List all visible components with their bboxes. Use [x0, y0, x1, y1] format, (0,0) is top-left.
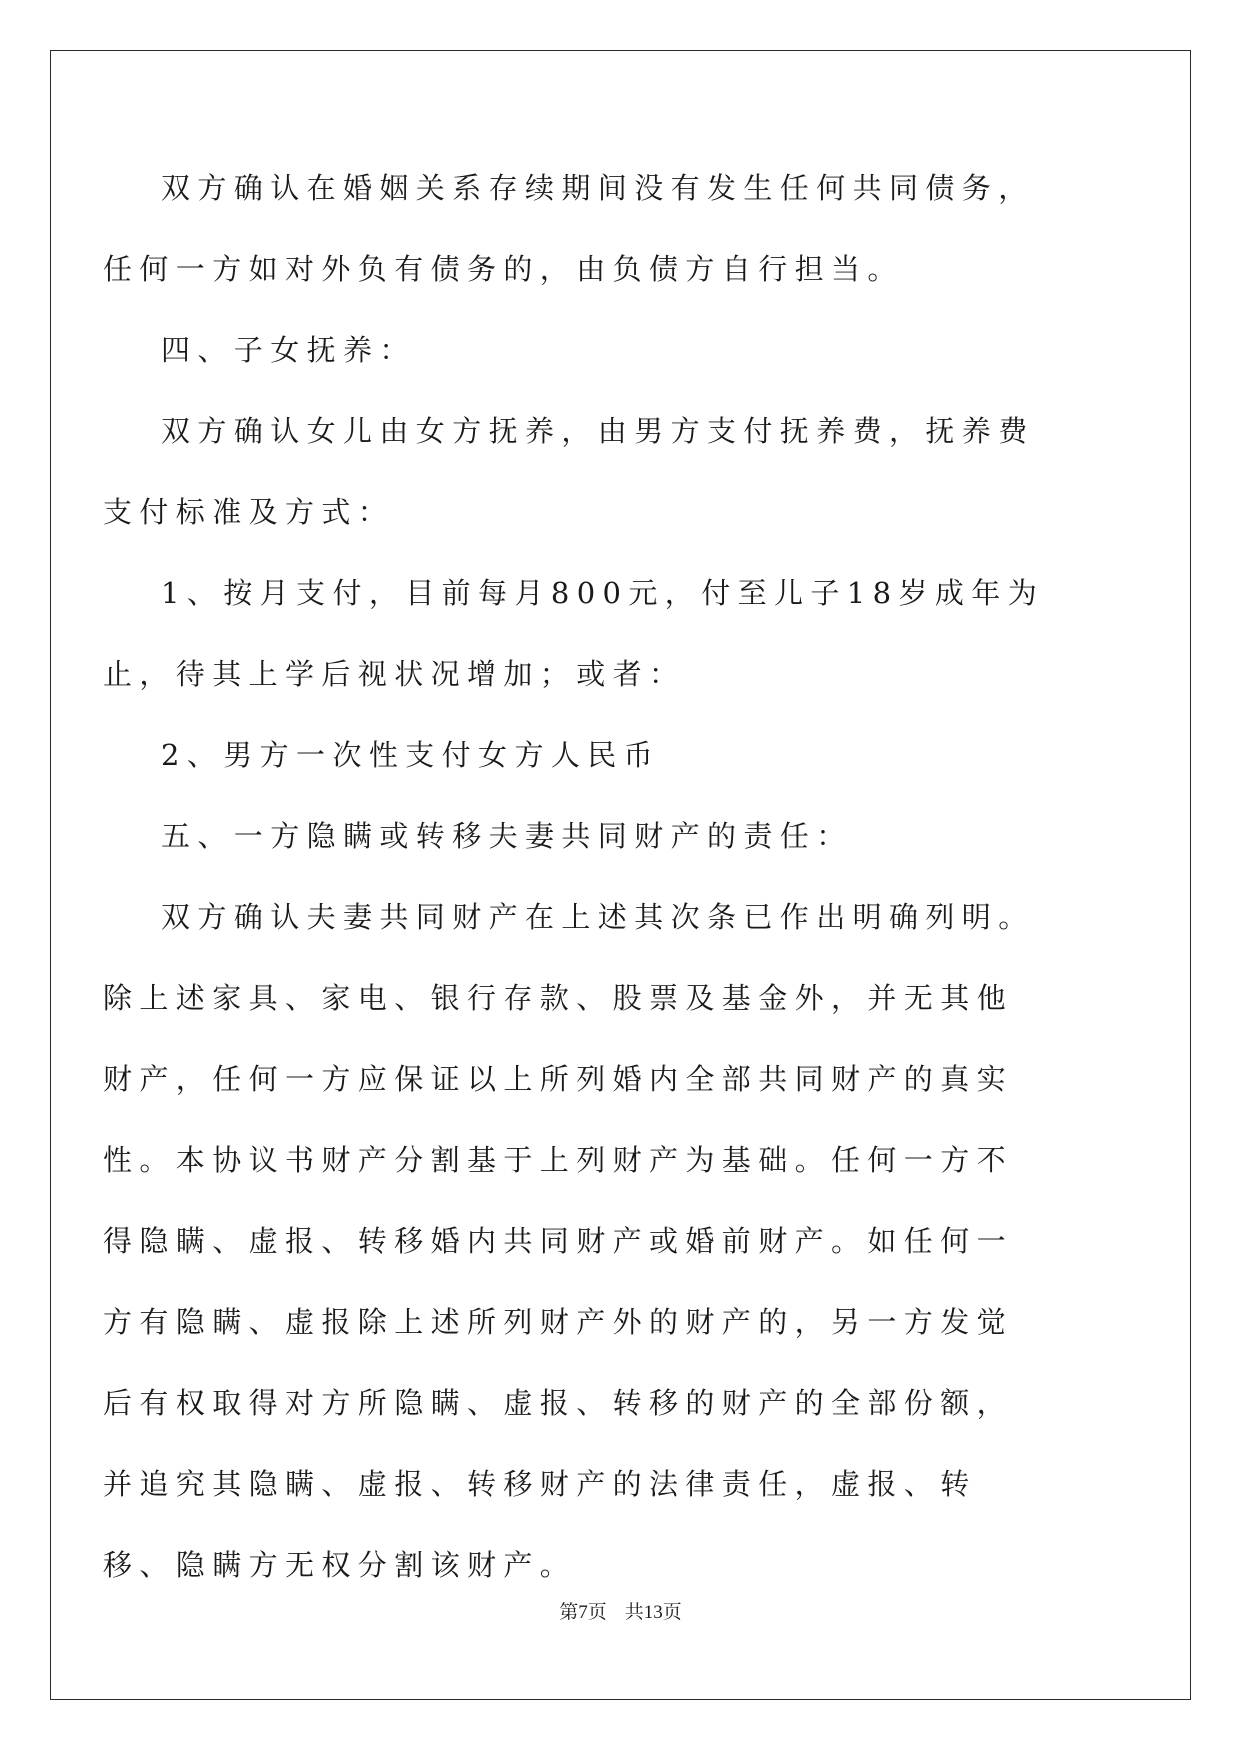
paragraph-child-support: 双方确认女儿由女方抚养，由男方支付抚养费，抚养费支付标准及方式：	[103, 414, 1035, 529]
document-body	[103, 148, 1048, 1606]
paragraph-concealment-terms: 双方确认夫妻共同财产在上述其次条已作出明确列明。除上述家具、家电、银行存款、股票及基金外，并无其他财产，任何一方应保证以上所列婚内全部共同财产的真实性。本协议书财产分割基于上列财产为基础。任何一方不得隐瞒、虚报、转移婚内共同财产或婚前财产。如任何一方有隐瞒、虚报除上述所列财产外的财产的，另一方发觉后有权取得对方所隐瞒、虚报、转移的财产的全部份额，并追究其隐瞒、虚报、转移财产的法律责任，虚报、转移、隐瞒方无权分割该财产。	[103, 900, 1035, 1582]
paragraph-monthly-payment: 1、按月支付，目前每月800元，付至儿子18岁成年为止，待其上学后视状况增加；或者：	[103, 576, 1045, 691]
page-footer	[0, 1601, 1241, 1625]
heading-concealment-liability: 五、一方隐瞒或转移夫妻共同财产的责任：	[161, 819, 853, 853]
page-number-current: 第7页	[559, 1602, 607, 1623]
page-number-total: 共13页	[624, 1602, 682, 1623]
heading-child-custody: 四、子女抚养：	[161, 333, 416, 367]
paragraph-debts: 双方确认在婚姻关系存续期间没有发生任何共同债务，任何一方如对外负有债务的，由负债方自行担当。	[103, 171, 1035, 286]
paragraph-lump-sum-payment: 2、男方一次性支付女方人民币	[161, 738, 661, 772]
